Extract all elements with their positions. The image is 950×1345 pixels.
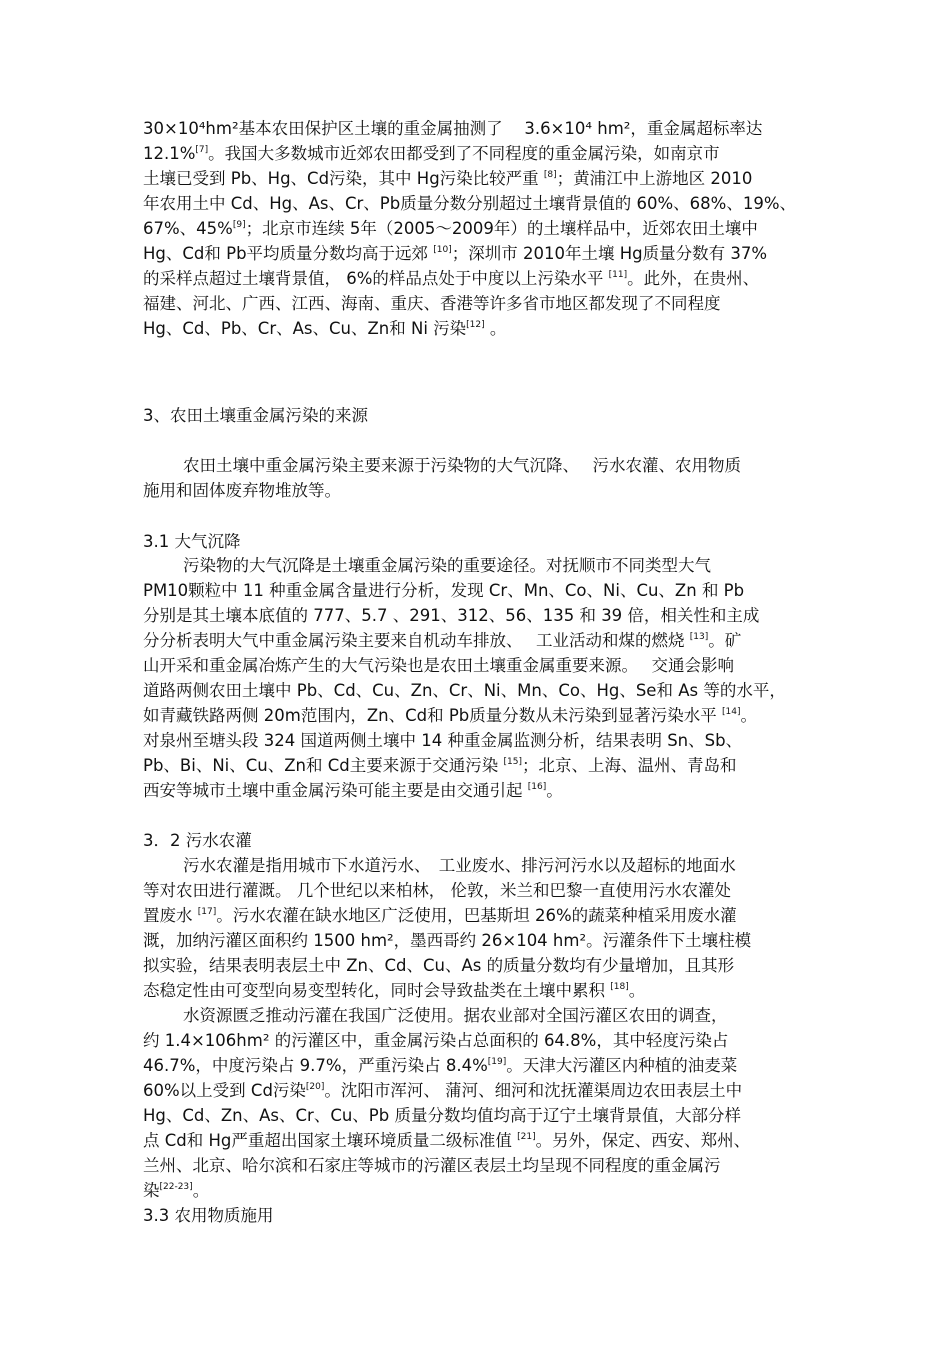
text-line: 置废水 [17]。污水农灌在缺水地区广泛使用，巴基斯坦 26%的蔬菜种植采用废水灌	[143, 906, 737, 925]
text-line: PM10颗粒中 11 种重金属含量进行分析，发现 Cr、Mn、Co、Ni、Cu、Zn 和 Pb	[143, 581, 745, 600]
text-line: 的采样点超过土壤背景值， 6%的样品点处于中度以上污染水平 [11]。此外，在贵州、	[143, 269, 760, 288]
text-line: 30×10⁴hm²基本农田保护区土壤的重金属抽测了 3.6×10⁴ hm²，重金属超标率达	[143, 119, 763, 138]
text-line: Hg、Cd和 Pb平均质量分数均高于远郊 [10]；深圳市 2010年土壤 Hg质量分数有 37%	[143, 244, 768, 263]
subsection-heading: 3.1 大气沉降	[143, 532, 241, 551]
text-line: 67%、45%[9]；北京市连续 5年（2005～2009年）的土壤样品中，近郊农田土壤中	[143, 219, 758, 238]
text-line: 污水农灌是指用城市下水道污水、 工业废水、排污河污水以及超标的地面水	[183, 856, 736, 875]
section-heading: 3、农田土壤重金属污染的来源	[143, 406, 368, 425]
text-line: 土壤已受到 Pb、Hg、Cd污染，其中 Hg污染比较严重 [8]；黄浦江中上游地区 2010	[143, 169, 753, 188]
text-line: 染[22-23]。	[143, 1181, 210, 1200]
text-line: 施用和固体废弃物堆放等。	[143, 481, 341, 500]
text-line: 分分析表明大气中重金属污染主要来自机动车排放、 工业活动和煤的燃烧 [13]。矿	[143, 631, 742, 650]
text-line: 约 1.4×106hm² 的污灌区中，重金属污染占总面积的 64.8%，其中轻度污染占	[143, 1031, 729, 1050]
text-line: 如青藏铁路两侧 20m范围内，Zn、Cd和 Pb质量分数从未污染到显著污染水平 [14]。	[143, 706, 757, 725]
text-line: 山开采和重金属冶炼产生的大气污染也是农田土壤重金属重要来源。 交通会影响	[143, 656, 734, 675]
text-line: 西安等城市土壤中重金属污染可能主要是由交通引起 [16]。	[143, 781, 563, 800]
text-line: 污染物的大气沉降是土壤重金属污染的重要途径。对抚顺市不同类型大气	[183, 556, 711, 575]
text-line: 农田土壤中重金属污染主要来源于污染物的大气沉降、 污水农灌、农用物质	[183, 456, 741, 475]
text-line: 态稳定性由可变型向易变型转化，同时会导致盐类在土壤中累积 [18]。	[143, 981, 646, 1000]
text-line: Hg、Cd、Pb、Cr、As、Cu、Zn和 Ni 污染[12] 。	[143, 319, 507, 338]
text-line: 分别是其土壤本底值的 777、5.7 、291、312、56、135 和 39 倍，相关性和主成	[143, 606, 760, 625]
text-line: 对泉州至塘头段 324 国道两侧土壤中 14 种重金属监测分析，结果表明 Sn、Sb、	[143, 731, 743, 750]
subsection-heading: 3．2 污水农灌	[143, 831, 252, 850]
text-line: 拟实验，结果表明表层土中 Zn、Cd、Cu、As 的质量分数均有少量增加，且其形	[143, 956, 735, 975]
text-line: 兰州、北京、哈尔滨和石家庄等城市的污灌区表层土均呈现不同程度的重金属污	[143, 1156, 721, 1175]
text-line: 等对农田进行灌溉。 几个世纪以来柏林， 伦敦，米兰和巴黎一直使用污水农灌处	[143, 881, 731, 900]
text-line: 12.1%[7]。我国大多数城市近郊农田都受到了不同程度的重金属污染，如南京市	[143, 144, 720, 163]
subsection-heading: 3.3 农用物质施用	[143, 1206, 274, 1225]
text-line: 46.7%，中度污染占 9.7%，严重污染占 8.4%[19]。天津大污灌区内种植的油麦菜	[143, 1056, 738, 1075]
text-line: Hg、Cd、Zn、As、Cr、Cu、Pb 质量分数均值均高于辽宁土壤背景值，大部分样	[143, 1106, 741, 1125]
text-line: 点 Cd和 Hg严重超出国家土壤环境质量二级标准值 [21]。另外，保定、西安、郑州、	[143, 1131, 751, 1150]
text-line: 年农用土中 Cd、Hg、As、Cr、Pb质量分数分别超过土壤背景值的 60%、68%、19%、	[143, 194, 796, 213]
text-line: 道路两侧农田土壤中 Pb、Cd、Cu、Zn、Cr、Ni、Mn、Co、Hg、Se和 As 等的水平，	[143, 681, 786, 700]
text-line: 溉，加纳污灌区面积约 1500 hm²，墨西哥约 26×104 hm²。污灌条件下土壤柱模	[143, 931, 752, 950]
text-line: Pb、Bi、Ni、Cu、Zn和 Cd主要来源于交通污染 [15]；北京、上海、温州、青岛和	[143, 756, 737, 775]
text-line: 水资源匮乏推动污灌在我国广泛使用。据农业部对全国污灌区农田的调查，	[183, 1006, 728, 1025]
text-line: 60%以上受到 Cd污染[20]。沈阳市浑河、 蒲河、细河和沈抚灌渠周边农田表层土中	[143, 1081, 743, 1100]
text-line: 福建、河北、广西、江西、海南、重庆、香港等许多省市地区都发现了不同程度	[143, 294, 721, 313]
